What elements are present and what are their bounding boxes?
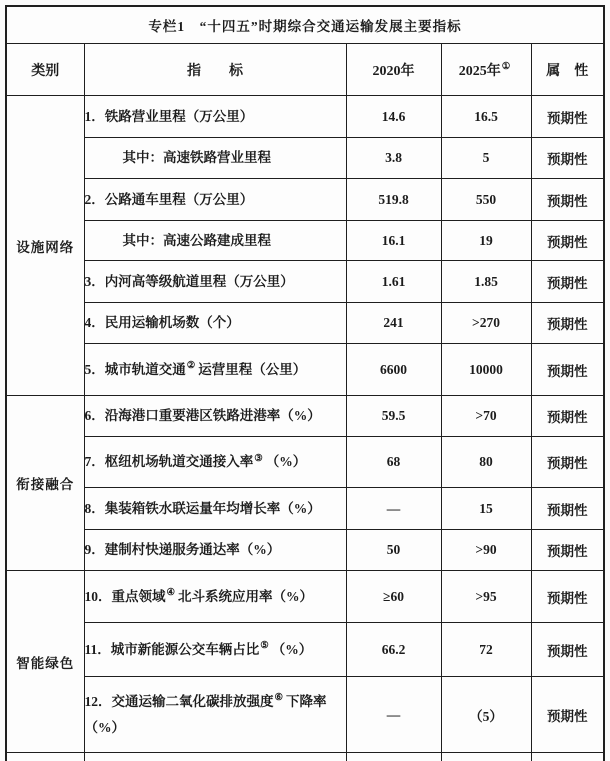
partial-cell bbox=[441, 753, 531, 761]
category-cell: 衔接融合 bbox=[6, 396, 84, 571]
table-row bbox=[6, 303, 604, 344]
indicator-cell bbox=[84, 344, 346, 396]
indicator-cell bbox=[84, 623, 346, 677]
attribute-cell: 预期性 bbox=[531, 344, 604, 396]
indicator-cell bbox=[84, 96, 346, 138]
footnote-marker-1: ① bbox=[501, 61, 511, 72]
category-cell: 智能绿色 bbox=[6, 571, 84, 753]
header-attribute: 属 性 bbox=[531, 44, 604, 96]
indicator-cell bbox=[84, 437, 346, 488]
value-2025-cell: 10000 bbox=[441, 344, 531, 396]
footnote-marker: ② bbox=[186, 361, 196, 372]
indicator-text: 运营里程（公里） bbox=[198, 361, 307, 377]
indicator-text: 4．民用运输机场数（个） bbox=[84, 315, 240, 331]
attribute-cell: 预期性 bbox=[531, 623, 604, 677]
indicator-text: 北斗系统应用率（%） bbox=[178, 588, 314, 604]
value-2025-cell: 16.5 bbox=[441, 96, 531, 138]
attribute-cell: 预期性 bbox=[531, 488, 604, 530]
value-2020-cell: 14.6 bbox=[346, 96, 441, 138]
value-2025-cell: 80 bbox=[441, 437, 531, 488]
indicator-text: 下降率（%） bbox=[84, 693, 327, 735]
table-row bbox=[6, 530, 604, 571]
header-row bbox=[6, 44, 604, 96]
attribute-cell: 预期性 bbox=[531, 571, 604, 623]
table-row bbox=[6, 623, 604, 677]
value-2025-cell: >70 bbox=[441, 396, 531, 437]
table-row bbox=[6, 677, 604, 753]
indicator-text: 其中：高速铁路营业里程 bbox=[122, 150, 271, 166]
value-2020-cell: 6600 bbox=[346, 344, 441, 396]
value-2025-cell: （5） bbox=[441, 677, 531, 753]
header-2020: 2020年 bbox=[346, 44, 441, 96]
header-2025-label: 2025年 bbox=[458, 63, 501, 79]
partial-next-row bbox=[6, 753, 604, 761]
value-2025-cell: >90 bbox=[441, 530, 531, 571]
attribute-cell: 预期性 bbox=[531, 179, 604, 221]
indicator-text: 10．重点领域 bbox=[84, 588, 166, 604]
footnote-marker: ⑥ bbox=[274, 693, 284, 704]
indicator-cell bbox=[84, 677, 346, 753]
indicator-text: （%） bbox=[265, 454, 307, 470]
table-row bbox=[6, 96, 604, 138]
value-2020-cell: 16.1 bbox=[346, 221, 441, 261]
indicator-text: 1．铁路营业里程（万公里） bbox=[84, 108, 254, 124]
indicators-table bbox=[5, 5, 605, 761]
indicator-cell bbox=[84, 179, 346, 221]
table-row bbox=[6, 221, 604, 261]
partial-cell bbox=[6, 753, 84, 761]
table-row bbox=[6, 179, 604, 221]
indicator-text: （%） bbox=[271, 641, 313, 657]
value-2020-cell: 519.8 bbox=[346, 179, 441, 221]
value-2025-cell: >95 bbox=[441, 571, 531, 623]
attribute-cell: 预期性 bbox=[531, 221, 604, 261]
attribute-cell: 预期性 bbox=[531, 396, 604, 437]
header-category: 类别 bbox=[6, 44, 84, 96]
value-2020-cell: 241 bbox=[346, 303, 441, 344]
value-2020-cell: 50 bbox=[346, 530, 441, 571]
value-2025-cell: >270 bbox=[441, 303, 531, 344]
value-2020-cell: — bbox=[346, 677, 441, 753]
title-row bbox=[6, 6, 604, 44]
attribute-cell: 预期性 bbox=[531, 437, 604, 488]
value-2025-cell: 72 bbox=[441, 623, 531, 677]
value-2020-cell: 68 bbox=[346, 437, 441, 488]
header-2025 bbox=[441, 44, 531, 96]
value-2025-cell: 550 bbox=[441, 179, 531, 221]
value-2025-cell: 15 bbox=[441, 488, 531, 530]
attribute-cell: 预期性 bbox=[531, 677, 604, 753]
indicator-text: 12．交通运输二氧化碳排放强度 bbox=[84, 693, 274, 709]
indicator-cell bbox=[84, 530, 346, 571]
table-row bbox=[6, 261, 604, 303]
indicator-cell bbox=[84, 303, 346, 344]
table-body bbox=[6, 96, 604, 753]
attribute-cell: 预期性 bbox=[531, 261, 604, 303]
table-title: 专栏1 “十四五”时期综合交通运输发展主要指标 bbox=[6, 6, 604, 44]
footnote-marker: ⑤ bbox=[260, 641, 269, 652]
table-row bbox=[6, 138, 604, 179]
value-2020-cell: 59.5 bbox=[346, 396, 441, 437]
indicator-cell bbox=[84, 261, 346, 303]
table-row bbox=[6, 396, 604, 437]
value-2020-cell: ≥60 bbox=[346, 571, 441, 623]
indicator-cell bbox=[84, 488, 346, 530]
indicator-text: 11．城市新能源公交车辆占比 bbox=[84, 641, 260, 657]
value-2020-cell: — bbox=[346, 488, 441, 530]
indicator-text: 2．公路通车里程（万公里） bbox=[84, 191, 254, 207]
table-row bbox=[6, 571, 604, 623]
header-indicator: 指 标 bbox=[84, 44, 346, 96]
value-2025-cell: 19 bbox=[441, 221, 531, 261]
value-2020-cell: 3.8 bbox=[346, 138, 441, 179]
indicator-text: 6．沿海港口重要港区铁路进港率（%） bbox=[84, 408, 321, 424]
indicator-text: 7．枢纽机场轨道交通接入率 bbox=[84, 454, 254, 470]
attribute-cell: 预期性 bbox=[531, 138, 604, 179]
indicator-text: 8．集装箱铁水联运量年均增长率（%） bbox=[84, 500, 321, 516]
attribute-cell: 预期性 bbox=[531, 303, 604, 344]
footnote-marker: ③ bbox=[254, 453, 263, 464]
value-2025-cell: 5 bbox=[441, 138, 531, 179]
indicator-text: 9．建制村快递服务通达率（%） bbox=[84, 542, 281, 558]
partial-cell bbox=[346, 753, 441, 761]
value-2025-cell: 1.85 bbox=[441, 261, 531, 303]
table-row bbox=[6, 437, 604, 488]
attribute-cell: 预期性 bbox=[531, 96, 604, 138]
partial-cell bbox=[84, 753, 346, 761]
value-2020-cell: 1.61 bbox=[346, 261, 441, 303]
attribute-cell: 预期性 bbox=[531, 530, 604, 571]
indicator-cell bbox=[84, 396, 346, 437]
table-row bbox=[6, 488, 604, 530]
partial-cell bbox=[531, 753, 604, 761]
indicator-text: 3．内河高等级航道里程（万公里） bbox=[84, 273, 294, 289]
category-cell: 设施网络 bbox=[6, 96, 84, 396]
indicator-cell bbox=[84, 221, 346, 261]
indicator-cell bbox=[84, 571, 346, 623]
indicator-text: 5．城市轨道交通 bbox=[84, 361, 186, 377]
value-2020-cell: 66.2 bbox=[346, 623, 441, 677]
table-row bbox=[6, 344, 604, 396]
footnote-marker: ④ bbox=[166, 588, 176, 599]
indicator-text: 其中：高速公路建成里程 bbox=[122, 232, 271, 248]
indicator-cell bbox=[84, 138, 346, 179]
